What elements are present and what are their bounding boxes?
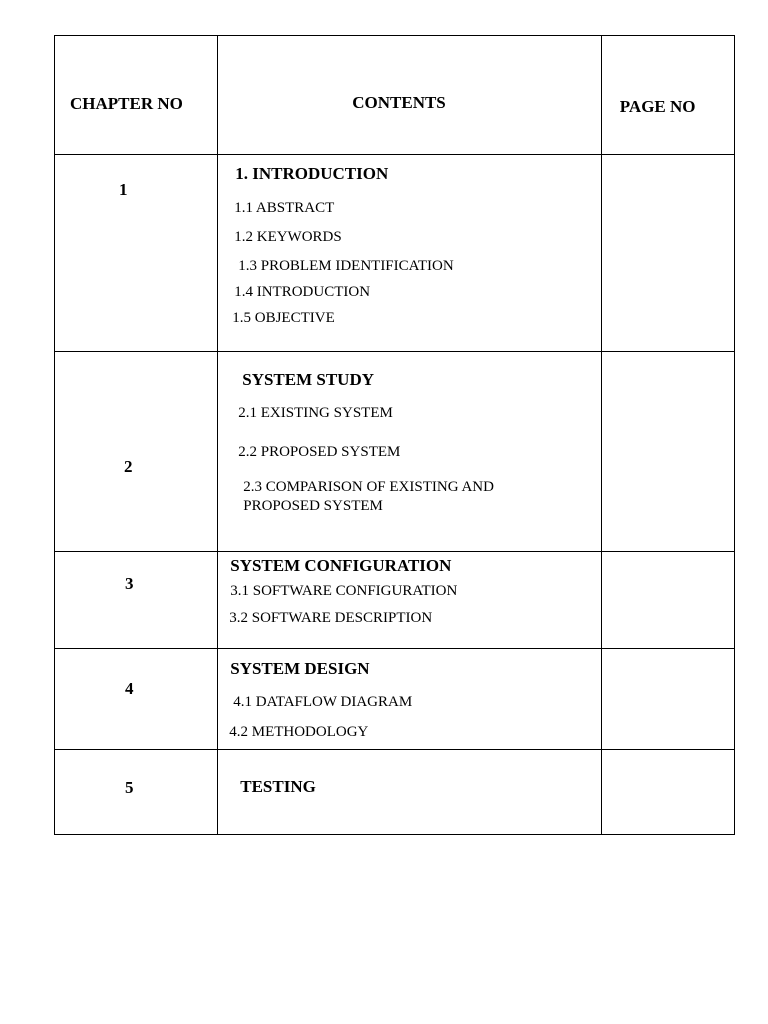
list-item: 4.2 METHODOLOGY (229, 724, 369, 740)
chapter-number: 3 (125, 574, 134, 593)
list-item: 1.5 OBJECTIVE (232, 310, 335, 326)
header-cell-chapter (55, 36, 218, 155)
table-header-row (55, 36, 735, 155)
page-cell (601, 352, 734, 552)
page-cell (601, 750, 734, 835)
table-row (55, 552, 735, 649)
section-title: TESTING (240, 777, 316, 796)
chapter-cell (55, 155, 218, 352)
section-title: 1. INTRODUCTION (235, 164, 389, 183)
contents-cell (218, 750, 602, 835)
contents-cell (218, 649, 602, 750)
contents-cell (218, 552, 602, 649)
header-cell-page (601, 36, 734, 155)
list-item: 2.2 PROPOSED SYSTEM (238, 444, 401, 460)
section-title: SYSTEM CONFIGURATION (230, 556, 452, 575)
contents-cell (218, 155, 602, 352)
list-item: 1.4 INTRODUCTION (234, 284, 371, 300)
list-item: 1.3 PROBLEM IDENTIFICATION (238, 258, 454, 274)
page-cell (601, 155, 734, 352)
list-item: 4.1 DATAFLOW DIAGRAM (233, 694, 413, 710)
list-item: 1.2 KEYWORDS (234, 229, 342, 245)
list-item: 2.3 COMPARISON OF EXISTING AND PROPOSED SYSTEM (243, 479, 494, 514)
chapter-number: 5 (125, 778, 134, 797)
contents-cell (218, 352, 602, 552)
contents-heading: CONTENTS (352, 93, 446, 112)
table-row (55, 649, 735, 750)
chapter-no-heading: CHAPTER NO (70, 94, 183, 113)
page-no-heading: PAGE NO (619, 97, 696, 116)
chapter-cell (55, 552, 218, 649)
chapter-cell (55, 750, 218, 835)
table-of-contents (54, 35, 735, 835)
list-item: 3.1 SOFTWARE CONFIGURATION (230, 583, 458, 599)
chapter-cell (55, 352, 218, 552)
chapter-number: 1 (119, 180, 128, 199)
header-cell-contents (218, 36, 602, 155)
page-cell (601, 552, 734, 649)
chapter-number: 4 (125, 679, 134, 698)
list-item: 3.2 SOFTWARE DESCRIPTION (229, 610, 433, 626)
chapter-cell (55, 649, 218, 750)
list-item: 1.1 ABSTRACT (234, 200, 335, 216)
chapter-number: 2 (124, 457, 133, 476)
page-cell (601, 649, 734, 750)
list-item: 2.1 EXISTING SYSTEM (238, 405, 393, 421)
table-row (55, 750, 735, 835)
section-title: SYSTEM STUDY (242, 370, 375, 389)
table-row (55, 155, 735, 352)
table-row (55, 352, 735, 552)
section-title: SYSTEM DESIGN (230, 659, 370, 678)
